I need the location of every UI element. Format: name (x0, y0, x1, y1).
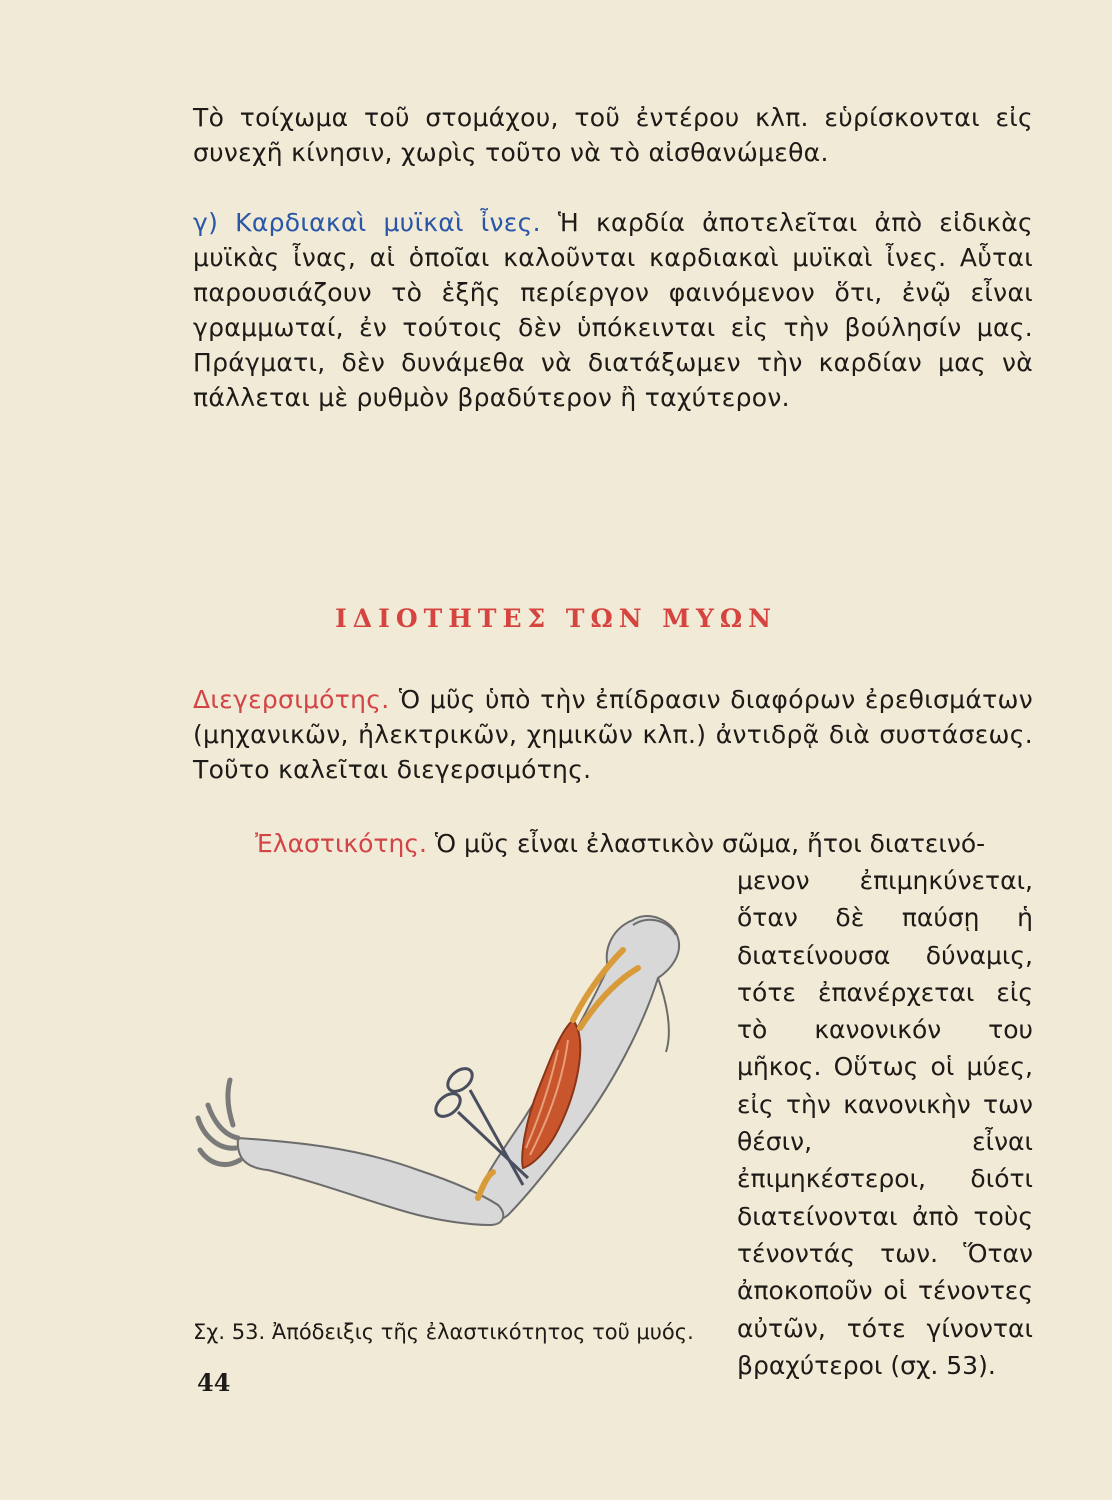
cardiac-muscle-body: Ἡ καρδία ἀποτελεῖται ἀπὸ εἰδικὰς μυϊκὰς ἶνας, αἱ ὁποῖαι καλοῦνται καρδιακαὶ μυϊκαὶ ἶνες. Αὗται παρουσιάζουν τὸ ἑξῆς περίεργον φαινόμενον ὅτι, ἐνῷ εἶναι γραμμωταί, ἐν τούτοις δὲν ὑπόκεινται εἰς τὴν βούλησίν μας. Πράγματι, δὲν δυνάμεθα νὰ διατάξωμεν τὴν καρδίαν μας νὰ πάλλεται μὲ ρυθμὸν βραδύτερον ἢ ταχύτερον. (193, 208, 1033, 412)
paragraph-elasticity-column: μενον ἐπιμηκύνεται, ὅταν δὲ παύσῃ ἡ διατείνουσα δύναμις, τότε ἐπανέρχεται εἰς τὸ κανονικόν του μῆκος. Οὕτως οἱ μύες, εἰς τὴν κανονικὴν των θέσιν, εἶναι ἐπιμηκέστεροι, διότι διατείνονται ἀπὸ τοὺς τένοντάς των. Ὅταν ἀποκοποῦν οἱ τένοντες αὐτῶν, τότε γίνονται βραχύτεροι (σχ. 53). (737, 866, 1033, 1380)
paragraph-cardiac-muscle (193, 205, 1033, 415)
elasticity-first-line: Ὁ μῦς εἶναι ἐλαστικὸν σῶμα, ἤτοι διατεινό- (426, 829, 986, 858)
scissors-icon (431, 1064, 528, 1185)
paragraph-text: Τὸ τοίχωμα τοῦ στομάχου, τοῦ ἐντέρου κλπ. εὑρίσκονται εἰς συνεχῆ κίνησιν, χωρὶς τοῦτο νὰ τὸ αἰσθανώμεθα. (193, 103, 1033, 167)
figure-caption: Σχ. 53. Ἀπόδειξις τῆς ἐλαστικότητος τοῦ μυός. (193, 1320, 694, 1344)
paragraph-elasticity-first-line (255, 826, 1033, 861)
paragraph-excitability (193, 682, 1033, 787)
excitability-body: Ὁ μῦς ὑπὸ τὴν ἐπίδρασιν διαφόρων ἐρεθισμάτων (μηχανικῶν, ἠλεκτρικῶν, χημικῶν κλπ.) ἀντιδρᾷ διὰ συστάσεως. Τοῦτο καλεῖται διεγερσιμότης. (193, 685, 1033, 784)
elasticity-lead: Ἐλαστικότης. (255, 829, 427, 858)
cardiac-muscle-lead: γ) Καρδιακαὶ μυϊκαὶ ἶνες. (193, 208, 541, 237)
hand-bones (198, 1080, 240, 1165)
section-heading: ΙΔΙΟΤΗΤΕΣ ΤΩΝ ΜΥΩΝ (335, 604, 777, 633)
forearm-bones (238, 1138, 504, 1225)
page-number: 44 (197, 1368, 231, 1397)
excitability-lead: Διεγερσιμότης. (193, 685, 390, 714)
arm-muscle-figure (178, 880, 728, 1250)
paragraph-stomach-wall (193, 100, 1033, 170)
